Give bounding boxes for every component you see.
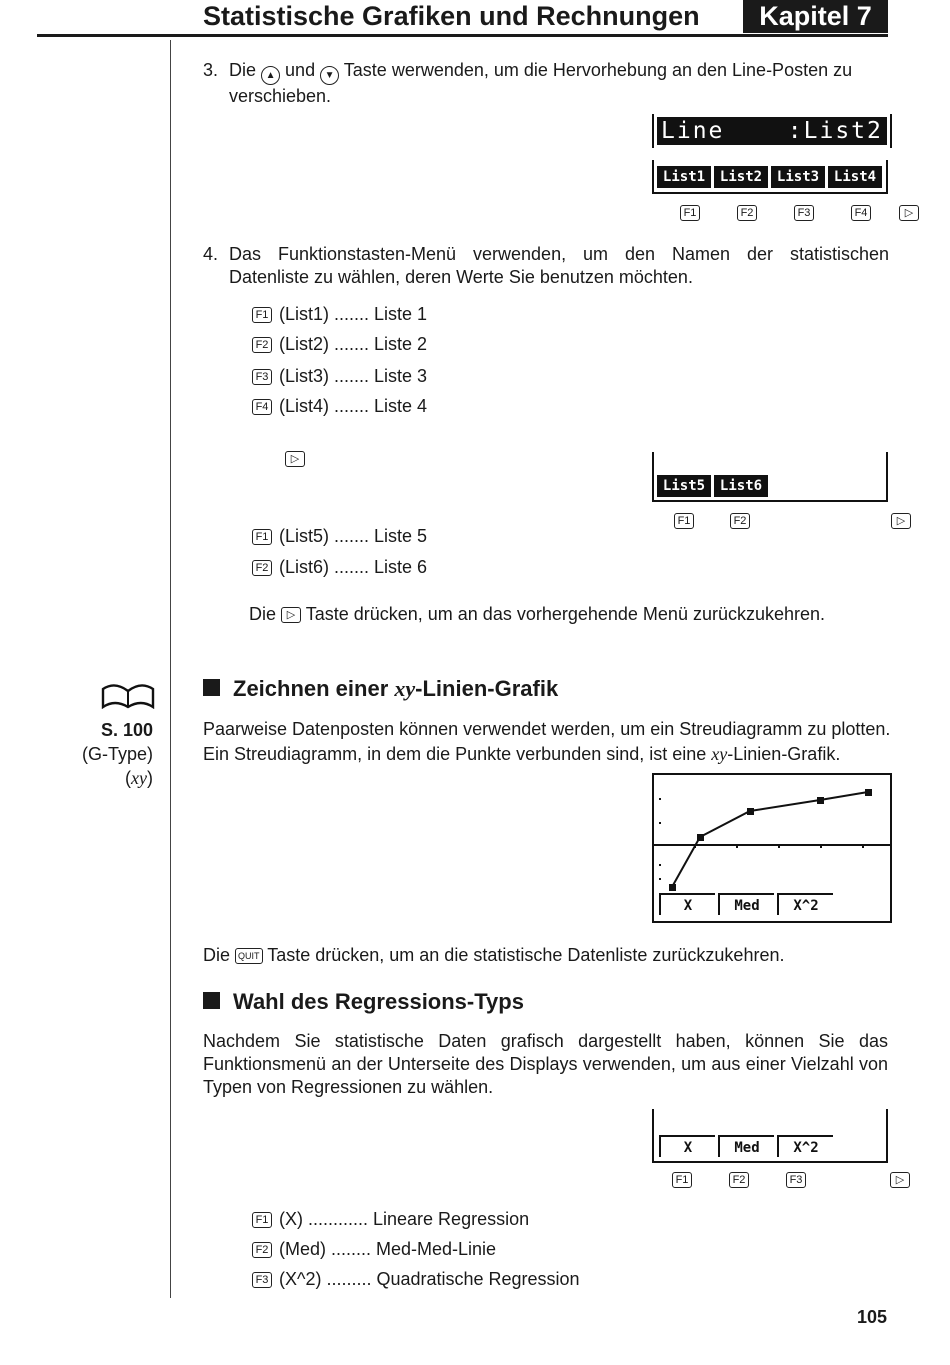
- softkey-list4: List4: [828, 166, 882, 188]
- list-item: F2 (Med) ........ Med-Med-Linie: [252, 1238, 496, 1261]
- page-header-title: Statistische Grafiken und Rechnungen: [203, 1, 700, 31]
- header-rule: [37, 34, 888, 37]
- chapter-tab: Kapitel 7: [743, 0, 888, 33]
- next-menu-key-icon: ▷: [285, 451, 305, 467]
- softkey-x: X: [659, 893, 715, 915]
- list-item: F2 (List6) ....... Liste 6: [252, 556, 427, 579]
- f2-key-icon: F2: [252, 560, 272, 576]
- step3-paragraph: 3. Die ▲ und ▼ Taste werwenden, um die Hervorhebung an den Line-Posten zu verschieben.: [203, 60, 853, 106]
- softkey-list1: List1: [657, 166, 711, 188]
- list-item: F1 (List5) ....... Liste 5: [252, 525, 427, 548]
- f1-key-icon: F1: [252, 529, 272, 545]
- f3-key-icon: F3: [794, 205, 814, 221]
- softkey-med: Med: [718, 893, 774, 915]
- f2-key-icon: F2: [252, 337, 272, 353]
- softkey-x2: X^2: [777, 893, 833, 915]
- section1-para1: Paarweise Datenposten können verwendet werden, um ein Streudiagramm zu plotten.: [203, 719, 891, 739]
- f3-key-icon: F3: [252, 369, 272, 385]
- f4-key-icon: F4: [851, 205, 871, 221]
- list-item: F3 (X^2) ......... Quadratische Regression: [252, 1268, 580, 1291]
- list-item: F3 (List3) ....... Liste 3: [252, 365, 427, 388]
- next-menu-key-icon: ▷: [899, 205, 919, 221]
- f2-key-icon: F2: [252, 1242, 272, 1258]
- f4-key-icon: F4: [252, 399, 272, 415]
- f2-key-icon: F2: [730, 513, 750, 529]
- next-menu-key-icon: ▷: [890, 1172, 910, 1188]
- list-item: F4 (List4) ....... Liste 4: [252, 395, 427, 418]
- step3-number: 3.: [203, 60, 219, 80]
- side-ref-page: S. 100: [100, 720, 153, 740]
- step4-number: 4.: [203, 244, 219, 264]
- f1-key-icon: F1: [672, 1172, 692, 1188]
- section1-para2: Ein Streudiagramm, in dem die Punkte verbunden sind, ist eine xy-Linien-Grafik.: [203, 744, 841, 764]
- section-heading-regression: Wahl des Regressions-Typs: [203, 989, 524, 1015]
- softkey-list6: List6: [714, 475, 768, 497]
- softkey-list3: List3: [771, 166, 825, 188]
- f1-key-icon: F1: [252, 307, 272, 323]
- next-menu-key-icon: ▷: [281, 607, 301, 623]
- f3-key-icon: F3: [252, 1272, 272, 1288]
- f3-key-icon: F3: [786, 1172, 806, 1188]
- margin-rule: [170, 40, 171, 1298]
- step4-paragraph: 4. Das Funktionstasten-Menü verwenden, um den Namen der statistischen Datenliste zu wählen, deren Werte Sie benutzen möchten.: [203, 244, 889, 287]
- xy-line-graph-screen: [652, 773, 892, 923]
- next-menu-key-icon: ▷: [891, 513, 911, 529]
- softkey-x2: X^2: [777, 1135, 833, 1157]
- f1-key-icon: F1: [252, 1212, 272, 1228]
- softkey-list2: List2: [714, 166, 768, 188]
- list-item: F2 (List2) ....... Liste 2: [252, 333, 427, 356]
- f2-key-icon: F2: [737, 205, 757, 221]
- list-item: F1 (X) ............ Lineare Regression: [252, 1208, 529, 1231]
- softkey-med: Med: [718, 1135, 774, 1157]
- quit-instruction: Die QUIT Taste drücken, um an die statistische Datenliste zurückzukehren.: [203, 945, 785, 965]
- square-bullet-icon: [203, 992, 220, 1009]
- calculator-screen-regression-menu: [652, 1109, 888, 1163]
- up-arrow-key-icon: ▲: [261, 66, 280, 85]
- book-icon: [101, 683, 155, 709]
- square-bullet-icon: [203, 679, 220, 696]
- side-ref-mode: (xy): [125, 768, 153, 788]
- line-setting-highlight: Line :List2: [657, 117, 887, 145]
- section-heading-xy-line: Zeichnen einer xy-Linien-Grafik: [203, 676, 558, 702]
- softkey-x: X: [659, 1135, 715, 1157]
- f2-key-icon: F2: [729, 1172, 749, 1188]
- side-ref-type: (G-Type): [81, 744, 153, 764]
- data-points: [669, 789, 872, 891]
- f1-key-icon: F1: [674, 513, 694, 529]
- page-number: 105: [856, 1307, 887, 1327]
- calculator-screen-list-menu-2: [652, 452, 888, 502]
- f1-key-icon: F1: [680, 205, 700, 221]
- back-instruction: Die ▷ Taste drücken, um an das vorhergehende Menü zurückzukehren.: [249, 604, 826, 624]
- section2-para: Nachdem Sie statistische Daten grafisch dargestellt haben, können Sie das Funktionsmenü an der Unterseite des Displays verwenden, um aus einer Vielzahl von Typen von Regressionen zu wählen.: [203, 1031, 888, 1097]
- softkey-list5: List5: [657, 475, 711, 497]
- calculator-screen-list-menu: [652, 160, 888, 194]
- calculator-screen-line: [652, 114, 892, 148]
- quit-key-icon: QUIT: [235, 948, 263, 964]
- axis-ticks: [659, 798, 864, 880]
- down-arrow-key-icon: ▼: [320, 66, 339, 85]
- list-item: F1 (List1) ....... Liste 1: [252, 303, 427, 326]
